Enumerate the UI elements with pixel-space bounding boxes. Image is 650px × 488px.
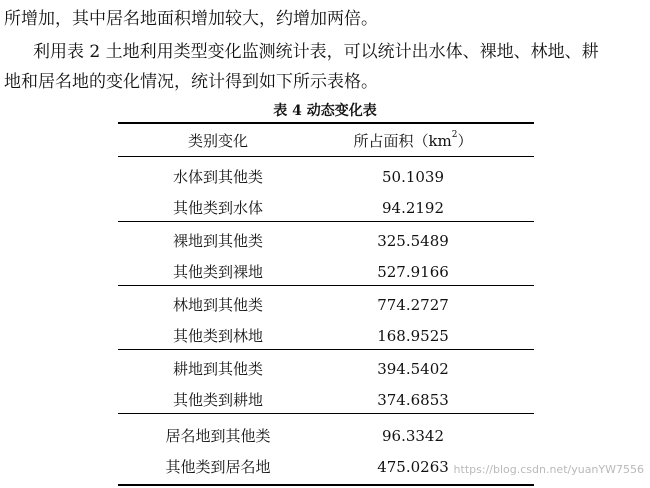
table-row-category: 其他类到林地	[172, 327, 263, 345]
watermark-text: https://blog.csdn.net/yuanYW7556	[453, 463, 644, 476]
table-row-area: 325.5489	[377, 232, 449, 250]
table-row-category: 居名地到其他类	[165, 427, 271, 445]
column-header-area-text: 所占面积（km	[353, 132, 452, 150]
table-row-area: 394.5402	[377, 360, 449, 378]
table-group-rule	[118, 221, 534, 222]
paragraph-line-3: 地和居名地的变化情况，统计得到如下所示表格。	[4, 72, 378, 92]
column-header-area-close: ）	[457, 132, 473, 150]
table-row-category: 水体到其他类	[172, 168, 263, 186]
table-row-area: 96.3342	[381, 427, 445, 445]
column-header-category: 类别变化	[187, 132, 248, 150]
table-row-category: 其他类到居名地	[165, 458, 271, 476]
table-group-rule	[118, 285, 534, 286]
table-top-rule	[118, 122, 534, 124]
paragraph-line-2: 利用表 2 土地利用类型变化监测统计表，可以统计出水体、裸地、林地、耕	[33, 42, 599, 62]
table-row-area: 774.2727	[377, 296, 449, 314]
table-row-area: 94.2192	[381, 199, 445, 217]
table-row-area: 50.1039	[381, 168, 445, 186]
table-row-category: 林地到其他类	[172, 296, 263, 314]
table-row-category: 其他类到裸地	[172, 263, 263, 281]
table-caption: 表 4 动态变化表	[273, 103, 377, 119]
column-header-area	[338, 131, 488, 151]
paragraph-line-1: 所增加，其中居名地面积增加较大，约增加两倍。	[4, 9, 378, 29]
table-row-area: 374.6853	[377, 391, 449, 409]
table-bottom-rule	[118, 484, 534, 486]
table-row-category: 裸地到其他类	[172, 232, 263, 250]
table-row-area: 168.9525	[377, 327, 449, 345]
column-header-area-exponent: 2	[451, 130, 458, 140]
table-row-category: 耕地到其他类	[172, 360, 263, 378]
table-row-category: 其他类到耕地	[172, 391, 263, 409]
table-row-category: 其他类到水体	[172, 199, 263, 217]
table-header-rule	[118, 156, 534, 157]
table-row-area: 475.0263	[377, 458, 449, 476]
table-group-rule	[118, 349, 534, 350]
table-group-rule	[118, 413, 534, 414]
table-row-area: 527.9166	[377, 263, 449, 281]
